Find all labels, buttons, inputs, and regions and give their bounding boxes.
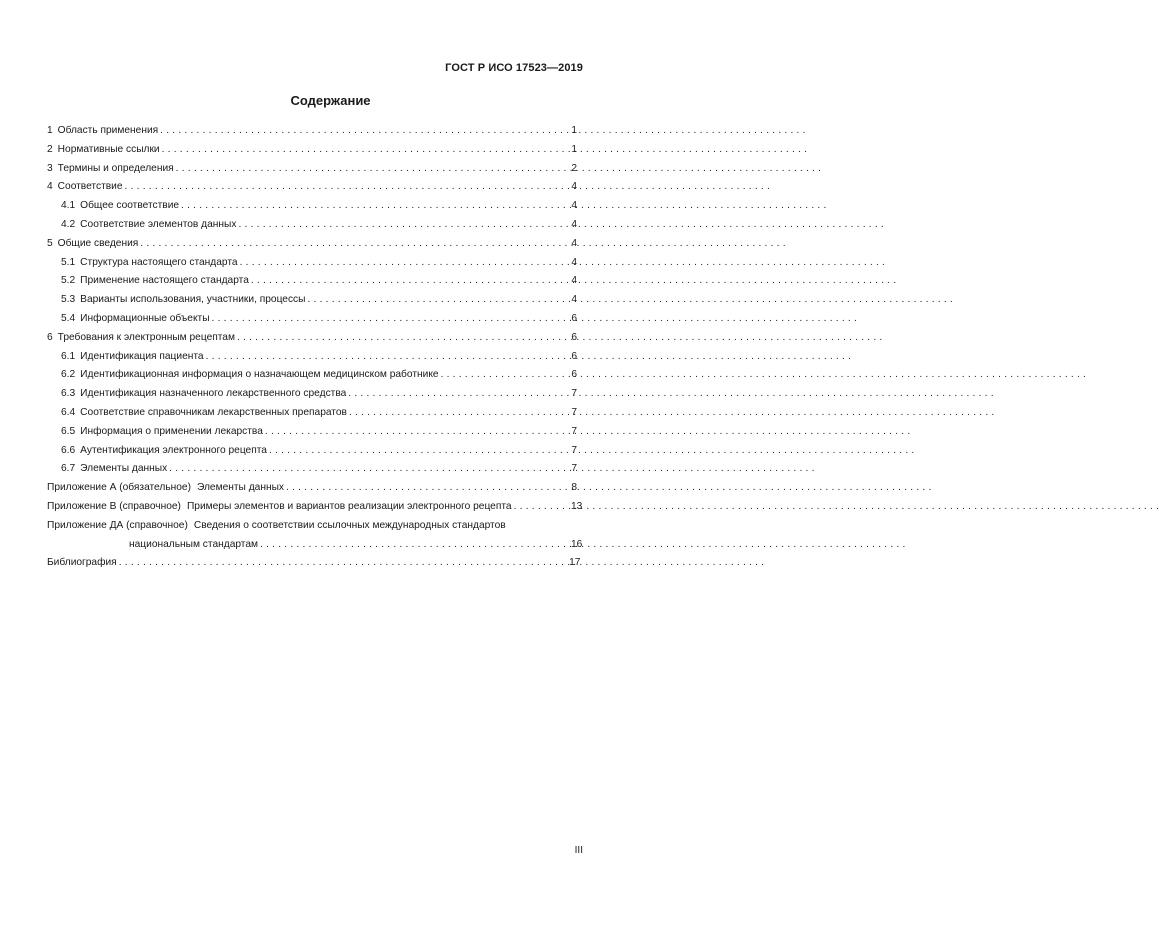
appendix-title: Элементы данных bbox=[197, 482, 284, 494]
page-number: 4 bbox=[571, 294, 577, 306]
dot-leader bbox=[125, 178, 569, 197]
section-number: 6.2 bbox=[61, 369, 76, 381]
section-title: Общее соответствие bbox=[80, 200, 180, 212]
toc-entry[interactable] bbox=[47, 291, 577, 310]
appendix-title: Сведения о соответствии ссылочных международных стандартов bbox=[193, 519, 506, 531]
dot-leader bbox=[119, 554, 567, 573]
page-number: 4 bbox=[571, 218, 577, 230]
toc-entry[interactable] bbox=[47, 310, 577, 329]
section-number: 5.3 bbox=[61, 294, 76, 306]
dot-leader bbox=[265, 423, 569, 442]
section-number: 6.4 bbox=[61, 406, 76, 418]
section-title: Соответствие элементов данных bbox=[80, 218, 237, 230]
section-number: 4 bbox=[47, 181, 53, 193]
section-title: Соответствие справочникам лекарственных препаратов bbox=[80, 406, 347, 418]
section-title: Информационные объекты bbox=[80, 312, 210, 324]
section-title: Идентификационная информация о назначающем медицинском работнике bbox=[80, 369, 439, 381]
section-title: Термины и определения bbox=[57, 162, 174, 174]
page-number: 2 bbox=[571, 162, 577, 174]
bibliography-title: Библиография bbox=[47, 557, 117, 569]
page-number: 7 bbox=[571, 425, 577, 437]
dot-leader bbox=[260, 536, 569, 555]
dot-leader bbox=[237, 329, 569, 348]
dot-leader bbox=[348, 385, 569, 404]
section-number: 5 bbox=[47, 237, 53, 249]
toc-entry[interactable] bbox=[47, 122, 577, 141]
appendix-kind: Приложение ДА (справочное) bbox=[47, 519, 188, 531]
page-number: 17 bbox=[569, 557, 581, 569]
toc-entry[interactable] bbox=[47, 160, 577, 179]
page-number: 6 bbox=[571, 350, 577, 362]
dot-leader bbox=[286, 479, 569, 498]
toc-entry[interactable] bbox=[47, 272, 577, 291]
section-number: 5.4 bbox=[61, 312, 76, 324]
toc-entry[interactable] bbox=[47, 216, 577, 235]
section-title: Варианты использования, участники, процессы bbox=[80, 294, 306, 306]
toc-entry[interactable] bbox=[47, 404, 577, 423]
page-number-footer: III bbox=[574, 845, 583, 856]
section-title: Область применения bbox=[57, 125, 159, 136]
dot-leader bbox=[212, 310, 569, 329]
page-number: 7 bbox=[571, 444, 577, 456]
dot-leader bbox=[160, 122, 569, 141]
section-number: 6.3 bbox=[61, 388, 76, 400]
section-number: 6.1 bbox=[61, 350, 76, 362]
page-number: 8 bbox=[571, 482, 577, 494]
page-number: 13 bbox=[571, 500, 583, 512]
toc-entry[interactable] bbox=[47, 442, 577, 461]
dot-leader bbox=[238, 216, 569, 235]
section-title: Требования к электронным рецептам bbox=[57, 331, 235, 343]
toc-entry[interactable] bbox=[47, 460, 577, 479]
page-number: 4 bbox=[571, 237, 577, 249]
page-title: Содержание bbox=[290, 93, 371, 108]
appendix-kind: Приложение В (справочное) bbox=[47, 500, 181, 512]
appendix-title-continued: национальным стандартам bbox=[129, 538, 259, 550]
toc-appendix-b[interactable] bbox=[47, 498, 583, 517]
toc-sections bbox=[47, 122, 577, 479]
page-number: 4 bbox=[571, 200, 577, 212]
section-title: Элементы данных bbox=[80, 463, 168, 475]
section-number: 3 bbox=[47, 162, 53, 174]
dot-leader bbox=[162, 141, 569, 160]
section-number: 4.2 bbox=[61, 218, 76, 230]
toc-entry[interactable] bbox=[47, 178, 577, 197]
section-number: 6.5 bbox=[61, 425, 76, 437]
toc-appendix-da-continued[interactable] bbox=[47, 536, 583, 555]
toc-entry[interactable] bbox=[47, 254, 577, 273]
toc-appendix-a[interactable] bbox=[47, 479, 577, 498]
dot-leader bbox=[514, 498, 569, 517]
dot-leader bbox=[349, 404, 569, 423]
page-number: 6 bbox=[571, 312, 577, 324]
page-number: 7 bbox=[571, 463, 577, 475]
page-number: 6 bbox=[571, 331, 577, 343]
toc-entry[interactable] bbox=[47, 423, 577, 442]
section-number: 6 bbox=[47, 331, 53, 343]
section-number: 5.2 bbox=[61, 275, 76, 287]
dot-leader bbox=[206, 348, 569, 367]
section-title: Информация о применении лекарства bbox=[80, 425, 263, 437]
toc-entry[interactable] bbox=[47, 197, 577, 216]
toc-entry[interactable] bbox=[47, 366, 577, 385]
section-number: 2 bbox=[47, 143, 53, 155]
section-title: Аутентификация электронного рецепта bbox=[80, 444, 267, 456]
section-number: 6.6 bbox=[61, 444, 76, 456]
page-number: 16 bbox=[571, 538, 583, 550]
page-number: 7 bbox=[571, 388, 577, 400]
page-number: 4 bbox=[571, 275, 577, 287]
toc-entry[interactable] bbox=[47, 348, 577, 367]
appendix-title: Примеры элементов и вариантов реализации электронного рецепта bbox=[186, 500, 512, 512]
section-title: Общие сведения bbox=[57, 237, 139, 249]
dot-leader bbox=[441, 366, 569, 385]
page-number: 1 bbox=[571, 143, 577, 155]
dot-leader bbox=[169, 460, 569, 479]
document-id: ГОСТ Р ИСО 17523—2019 bbox=[445, 62, 583, 74]
appendix-kind: Приложение А (обязательное) bbox=[47, 482, 191, 494]
dot-leader bbox=[140, 235, 569, 254]
section-title: Нормативные ссылки bbox=[57, 143, 160, 155]
dot-leader bbox=[240, 254, 569, 273]
section-title: Идентификация назначенного лекарственного средства bbox=[80, 388, 347, 400]
section-title: Структура настоящего стандарта bbox=[80, 256, 238, 268]
page-number: 4 bbox=[571, 181, 577, 193]
toc-entry[interactable] bbox=[47, 141, 577, 160]
dot-leader bbox=[251, 272, 569, 291]
page-number: 1 bbox=[571, 125, 577, 136]
dot-leader bbox=[269, 442, 569, 461]
section-title: Применение настоящего стандарта bbox=[80, 275, 249, 287]
toc-entry[interactable] bbox=[47, 385, 577, 404]
section-title: Соответствие bbox=[57, 181, 123, 193]
toc-bibliography[interactable] bbox=[47, 554, 581, 573]
dot-leader bbox=[307, 291, 569, 310]
dot-leader bbox=[181, 197, 569, 216]
table-of-contents bbox=[47, 122, 583, 573]
toc-entry[interactable] bbox=[47, 329, 577, 348]
section-number: 1 bbox=[47, 125, 53, 136]
dot-leader bbox=[176, 160, 569, 179]
section-number: 4.1 bbox=[61, 200, 76, 212]
section-number: 6.7 bbox=[61, 463, 76, 475]
toc-entry[interactable] bbox=[47, 235, 577, 254]
section-title: Идентификация пациента bbox=[80, 350, 204, 362]
page-number: 7 bbox=[571, 406, 577, 418]
page-number: 4 bbox=[571, 256, 577, 268]
section-number: 5.1 bbox=[61, 256, 76, 268]
toc-appendix-da[interactable] bbox=[47, 517, 577, 536]
page-number: 6 bbox=[571, 369, 577, 381]
